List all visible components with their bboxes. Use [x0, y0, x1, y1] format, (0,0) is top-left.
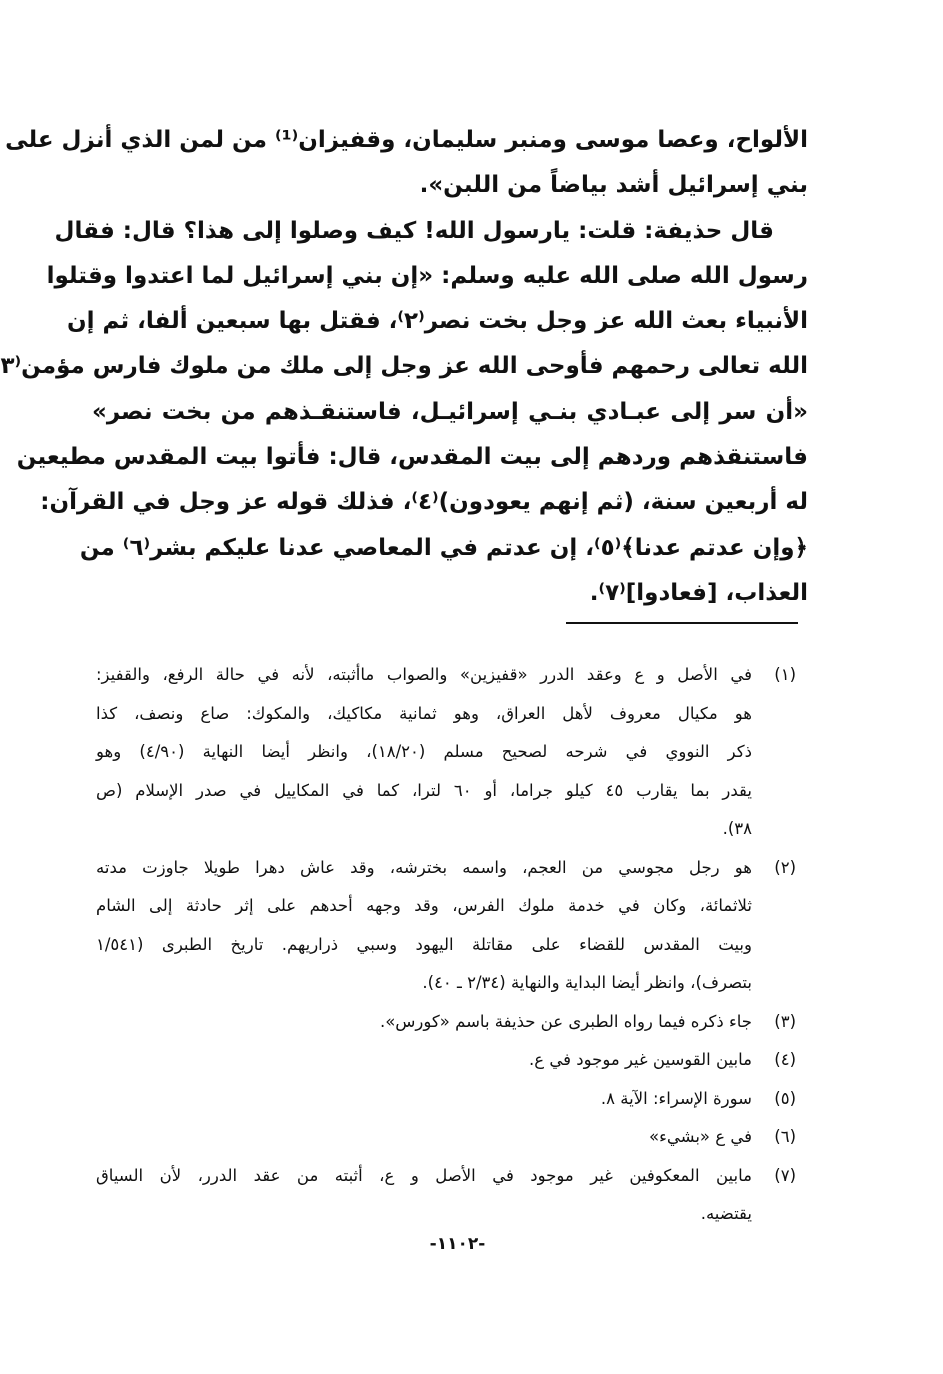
footnote-text	[96, 656, 752, 849]
footnote-5	[96, 1080, 796, 1119]
footnote-6	[96, 1118, 796, 1157]
footnote-divider	[566, 622, 798, 624]
footnote-number: (١)	[774, 665, 796, 684]
main-text-line: ﴿وإن عدتم عدنا﴾⁽٥⁾، إن عدتم في المعاصي عدنا عليكم بشر⁽٦⁾ من	[79, 534, 808, 561]
footnote-4	[96, 1041, 796, 1080]
footnote-line: بتصرف)، وانظر أيضا البداية والنهاية (٢/٣٤ ـ ٤٠).	[422, 973, 752, 992]
footnote-line: في الأصل و ع وعقد الدرر «قفيزين» والصواب ماأثبته، لأنه في حالة الرفع، والقفيز:	[96, 665, 752, 684]
footnote-7	[96, 1157, 796, 1234]
footnote-line: ٣٨).	[722, 819, 752, 838]
footnote-text	[96, 1003, 752, 1042]
footnote-number: (٢)	[774, 857, 796, 877]
footnote-text	[96, 849, 752, 1003]
footnote-text	[96, 1041, 752, 1080]
page-number-text: -١١٠٢-	[429, 1234, 486, 1254]
page-number	[0, 1234, 943, 1254]
footnote-line: جاء ذكره فيما رواه الطبرى عن حذيفة باسم «كورس».	[379, 1011, 752, 1031]
footnote-text	[96, 1080, 752, 1119]
footnote-number: (٣)	[774, 1011, 796, 1031]
main-text-line: بني إسرائيل أشد بياضاً من اللبن».	[419, 172, 808, 199]
main-text-line: قال حذيفة: قلت: يارسول الله! كيف وصلوا إلى هذا؟ قال: فقال	[54, 217, 774, 244]
footnote-text	[96, 1157, 752, 1234]
footnote-line: وبيت المقدس للقضاء على مقاتلة اليهود وسبي ذراريهم. تاريخ الطبرى (١/٥٤١	[96, 934, 752, 954]
footnote-3	[96, 1003, 796, 1042]
main-text-line: العذاب، [فعادوا]⁽٧⁾.	[589, 579, 808, 606]
footnote-line: مابين المعكوفين غير موجود في الأصل و ع، أثبته من عقد الدرر، لأن السياق	[96, 1165, 752, 1185]
main-text-line: فاستنقذهم وردهم إلى بيت المقدس، قال: فأتوا بيت المقدس مطيعين	[16, 444, 808, 471]
main-text-line: الأنبياء بعث الله عز وجل بخت نصر⁽٢⁾، فقتل بها سبعين ألفا، ثم إن	[66, 308, 808, 335]
footnote-1	[96, 656, 796, 849]
footnote-line: سورة الإسراء: الآية ٨.	[600, 1088, 752, 1108]
main-text-line: رسول الله صلى الله عليه وسلم: «إن بني إسرائيل لما اعتدوا وقتلوا	[46, 262, 808, 289]
footnote-line: ثلاثمائة، وكان في خدمة ملوك الفرس، وقد وجهه أحدهم على إثر حادثة إلى الشام	[96, 896, 752, 915]
footnote-number: (٤)	[774, 1050, 796, 1069]
footnote-number: (٧)	[774, 1165, 796, 1185]
footnotes-block	[96, 656, 796, 1234]
main-text-line: الألواح، وعصا موسى ومنبر سليمان، وقفيزان⁽¹⁾ من لمن الذي أنزل على	[5, 127, 808, 153]
main-text-line: الله تعالى رحمهم فأوحى الله عز وجل إلى ملك من ملوك فارس مؤمن⁽٣	[0, 353, 808, 380]
footnote-line: يقتضيه.	[700, 1204, 752, 1223]
footnote-2	[96, 849, 796, 1003]
main-text-line: له أربعين سنة، (ثم إنهم يعودون)⁽٤⁾، فذلك قوله عز وجل في القرآن:	[40, 489, 808, 516]
footnote-number: (٥)	[774, 1088, 796, 1108]
footnote-number: (٦)	[774, 1127, 796, 1146]
footnote-line: هو رجل مجوسي من العجم، واسمه بخترشه، وقد عاش دهرا طويلا جاوزت مدته	[96, 857, 752, 877]
footnote-line: مابين القوسين غير موجود في ع.	[529, 1050, 752, 1069]
footnote-line: يقدر بما يقارب ٤٥ كيلو جراما، أو ٦٠ لترا، كما في المكاييل في صدر الإسلام (ص	[96, 780, 752, 800]
footnote-text	[96, 1118, 752, 1157]
main-text-block	[0, 118, 808, 616]
main-text-line: «أن سر إلى عبـادي بنـي إسرائيـل، فاستنقـذهم من بخت نصر»	[92, 398, 808, 425]
footnote-line: ذكر النووي في شرحه لصحيح مسلم (١٨/٢٠)، وانظر أيضا النهاية (٤/٩٠) وهو	[96, 742, 752, 761]
footnote-line: هو مكيال معروف لأهل العراق، وهو ثمانية مكاكيك، والمكوك: صاع ونصف، كذا	[96, 703, 752, 723]
footnote-line: في ع «بشيء»	[649, 1127, 752, 1146]
